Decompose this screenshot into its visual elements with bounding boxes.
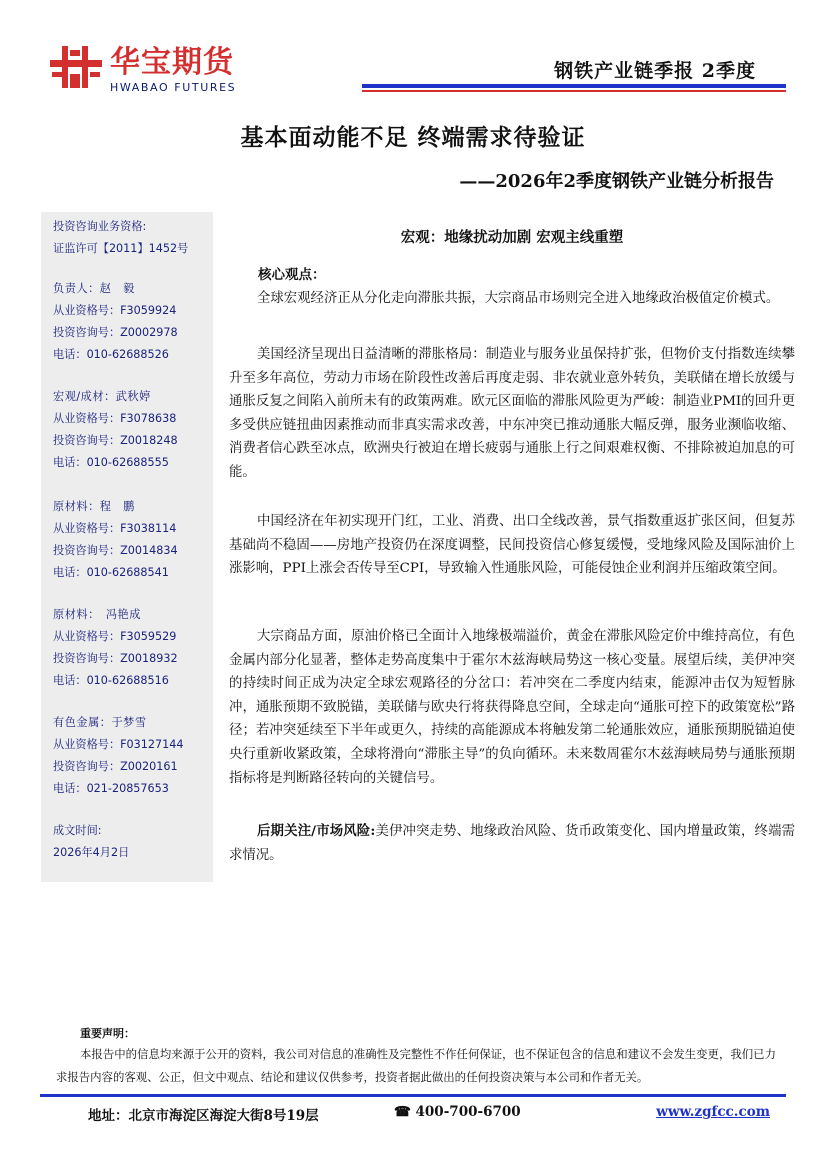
date-block xyxy=(53,820,129,864)
analyst-invest: 投资咨询号：Z0002978 xyxy=(53,326,178,339)
logo-mark-icon xyxy=(48,44,104,90)
license-value: 证监许可【2011】1452号 xyxy=(53,242,189,255)
company-logo xyxy=(48,44,258,100)
analyst-cert: 从业资格号：F3078638 xyxy=(53,412,177,425)
header-divider-red xyxy=(362,90,786,92)
risk-label: 后期关注/市场风险: xyxy=(257,823,376,839)
analyst-phone: 电话：010-62688541 xyxy=(53,566,169,579)
analyst-phone: 电话：010-62688526 xyxy=(53,348,169,361)
report-type: 钢铁产业链季报 2季度 xyxy=(554,60,756,82)
analyst-block xyxy=(53,386,178,474)
body-paragraph: 全球宏观经济正从分化走向滞胀共振，大宗商品市场则完全进入地缘政治极值定价模式。 xyxy=(257,291,780,306)
analyst-cert: 从业资格号：F3059924 xyxy=(53,304,177,317)
analyst-invest: 投资咨询号：Z0018932 xyxy=(53,652,178,665)
license-label: 投资咨询业务资格: xyxy=(53,220,147,233)
footer-phone xyxy=(394,1104,521,1120)
analyst-invest: 投资咨询号：Z0020161 xyxy=(53,760,178,773)
analyst-name: 原材料： 冯艳成 xyxy=(53,608,141,621)
analyst-phone: 电话：010-62688555 xyxy=(53,456,169,469)
analyst-cert: 从业资格号：F3038114 xyxy=(53,522,177,535)
analyst-block xyxy=(53,496,178,584)
analyst-block xyxy=(53,604,178,692)
header-divider-blue xyxy=(362,84,786,88)
analyst-invest: 投资咨询号：Z0014834 xyxy=(53,544,178,557)
analyst-sidebar xyxy=(41,212,213,882)
core-views-label: 核心观点： xyxy=(258,267,326,283)
footer-website-link[interactable]: www.zgfcc.com xyxy=(656,1104,770,1120)
phone-icon: ☎ xyxy=(394,1104,416,1120)
section-title: 宏观：地缘扰动加剧 宏观主线重塑 xyxy=(400,229,624,246)
body-paragraph: 大宗商品方面，原油价格已全面计入地缘极端溢价，黄金在滞胀风险定价中维持高位，有色金属内部分化显著，整体走势高度集中于霍尔木兹海峡局势这一核心变量。展望后续，美伊冲突的持续时间正成为决定全球宏观路径的分岔口：若冲突在二季度内结束，能源冲击仅为短暂脉冲，通胀预期不致脱锚，美联储与欧央行将获得降息空间，全球走向“通胀可控下的政策宽松”路径；若冲突延续至下半年或更久，持续的高能源成本将触发第二轮通胀效应，通胀预期脱锚迫使央行重新收紧政策，全球将滑向“滞胀主导”的负向循环。未来数周霍尔木兹海峡局势与通胀预期指标将是判断路径转向的关键信号。 xyxy=(229,629,795,786)
logo-chinese-name: 华宝期货 xyxy=(110,45,234,80)
risk-paragraph xyxy=(229,820,795,867)
analyst-cert: 从业资格号：F3059529 xyxy=(53,630,177,643)
footer-divider xyxy=(40,1094,786,1097)
logo-english-name: HWABAO FUTURES xyxy=(110,81,237,94)
date-label: 成文时间: xyxy=(53,824,102,837)
license-block xyxy=(53,216,188,260)
disclaimer-title: 重要声明： xyxy=(80,1027,135,1040)
footer-phone-number: 400-700-6700 xyxy=(415,1104,521,1120)
date-value: 2026年4月2日 xyxy=(53,846,130,859)
footer-address: 地址：北京市海淀区海淀大街8号19层 xyxy=(88,1108,319,1124)
analyst-name: 负责人：赵 毅 xyxy=(53,282,135,295)
disclaimer-text: 本报告中的信息均来源于公开的资料，我公司对信息的准确性及完整性不作任何保证，也不保证包含的信息和建议不会发生变更，我们已力求报告内容的客观、公正，但文中观点、结论和建议仅供参考，投资者据此做出的任何投资决策与本公司和作者无关。 xyxy=(56,1047,776,1084)
analyst-phone: 电话：021-20857653 xyxy=(53,782,169,795)
body-paragraph: 中国经济在年初实现开门红，工业、消费、出口全线改善，景气指数重返扩张区间，但复苏基础尚不稳固——房地产投资仍在深度调整，民间投资信心修复缓慢，受地缘风险及国际油价上涨影响，PPI上涨会否传导至CPI，导致输入性通胀风险，可能侵蚀企业利润并压缩政策空间。 xyxy=(229,514,795,577)
analyst-block xyxy=(53,712,184,800)
analyst-name: 原材料：程 鹏 xyxy=(53,500,135,513)
analyst-phone: 电话：010-62688516 xyxy=(53,674,169,687)
analyst-cert: 从业资格号：F03127144 xyxy=(53,738,184,751)
body-paragraph: 美国经济呈现出日益清晰的滞胀格局：制造业与服务业虽保持扩张，但物价支付指数连续攀升至多年高位，劳动力市场在阶段性改善后再度走弱、非农就业意外转负，美联储在增长放缓与通胀反复之间陷入前所未有的政策两难。欧元区面临的滞胀风险更为严峻：制造业PMI的回升更多受供应链扭曲因素推动而非真实需求改善，中东冲突已推动通胀大幅反弹，服务业濒临收缩、消费者信心跌至冰点，欧洲央行被迫在增长疲弱与通胀上行之间艰难权衡、不排除被迫加息的可能。 xyxy=(229,347,795,480)
analyst-name: 有色金属：于梦雪 xyxy=(53,716,147,729)
risk-text: 美伊冲突走势、地缘政治风险、货币政策变化、国内增量政策，终端需求情况。 xyxy=(229,824,795,863)
page-subtitle: ——2026年2季度钢铁产业链分析报告 xyxy=(459,171,774,192)
analyst-name: 宏观/成材：武秋婷 xyxy=(53,390,151,403)
page-title: 基本面动能不足 终端需求待验证 xyxy=(240,124,586,151)
analyst-block xyxy=(53,278,178,366)
analyst-invest: 投资咨询号：Z0018248 xyxy=(53,434,178,447)
